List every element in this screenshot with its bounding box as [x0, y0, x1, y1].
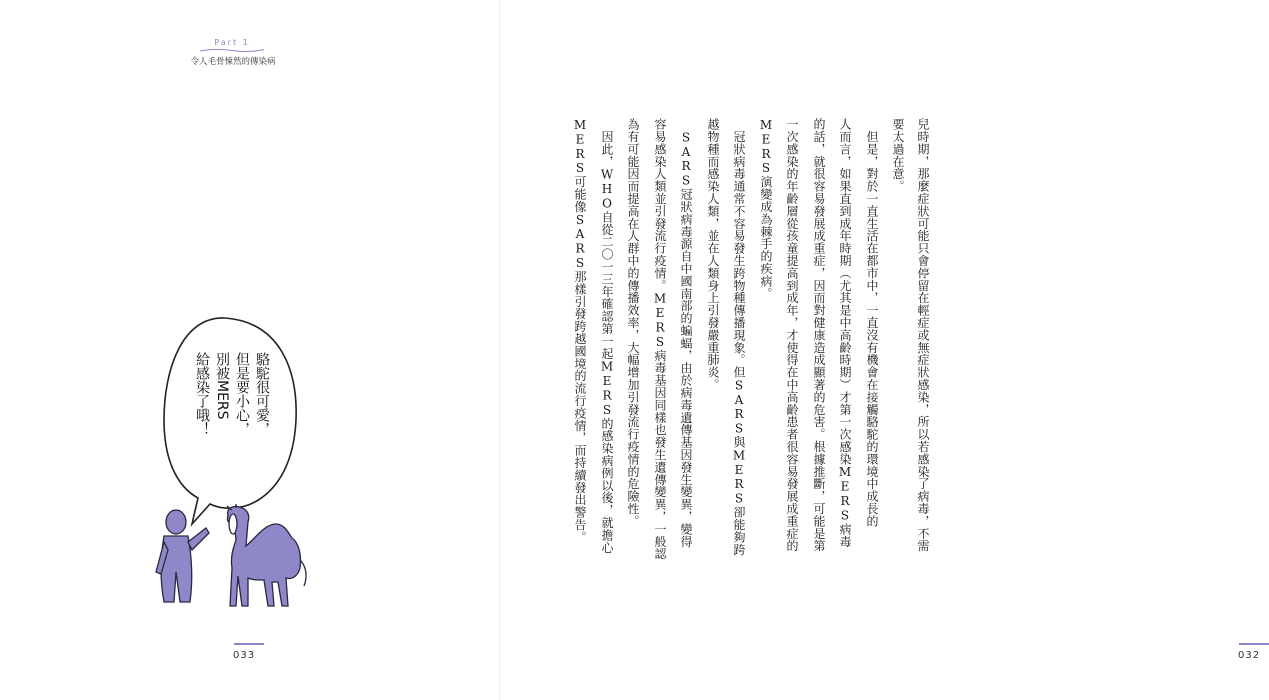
speech-line-4: 給感染了哦！ — [194, 352, 210, 436]
text-column-5: 的話，就很容易發展成重症，因而對健康造成顯著的危害。根據推斷，可能是第 — [812, 118, 826, 552]
text-column-11: 容易感染人類並引發流行疫情。MERS病毒基因同樣也發生遺傳變異，一般認 — [653, 118, 667, 560]
speech-line-1: 駱駝很可愛， — [254, 352, 270, 436]
text-column-1: 兒時期，那麼症狀可能只會停留在輕症或無症狀感染，所以若感染了病毒，不需 — [916, 118, 930, 552]
speech-line-3: 別被MERS — [214, 352, 230, 420]
speech-bubble — [164, 318, 296, 524]
left-page-number: 033 — [233, 650, 256, 661]
left-page — [0, 0, 500, 700]
right-page-number: 032 — [1238, 650, 1261, 661]
text-column-8: 冠狀病毒通常不容易發生跨物種傳播現象。但SARS與MERS卻能夠跨 — [732, 118, 746, 556]
text-column-9: 越物種而感染人類，並在人類身上引發嚴重肺炎。 — [706, 118, 720, 391]
speech-line-2: 但是要小心， — [234, 352, 250, 436]
text-column-2: 要太過在意。 — [891, 118, 905, 193]
left-folio-rule — [234, 643, 264, 645]
part-label: Part 1 — [214, 38, 250, 47]
text-column-13: 因此，WHO自從二〇一三年確認第一起MERS的感染病例以後，就擔心 — [600, 118, 614, 554]
vertical-body-text — [562, 118, 932, 598]
text-column-6: 一次感染的年齡層從孩童提高到成年，才使得在中高齡患者很容易發展成重症的 — [785, 118, 799, 552]
chapter-title: 令人毛骨悚然的傳染病 — [190, 57, 276, 67]
camel-illustration — [130, 310, 310, 610]
person-figure — [156, 510, 209, 602]
camel-figure — [227, 504, 306, 606]
text-column-4: 人而言，如果直到成年時期（尤其是中高齡時期）才第一次感染MERS病毒 — [838, 118, 852, 548]
text-column-10: SARS冠狀病毒源自中國南部的蝙蝠，由於病毒遺傳基因發生變異，變得 — [679, 118, 693, 548]
right-folio-rule — [1239, 643, 1269, 645]
text-column-14: MERS可能像SARS那樣引發跨越國境的流行疫情，而持續發出警告。 — [573, 118, 587, 544]
text-column-12: 為有可能因而提高在人群中的傳播效率，大幅增加引發流行疫情的危險性。 — [626, 118, 640, 528]
text-column-3: 但是，對於一直生活在都市中，一直沒有機會在接觸駱駝的環境中成長的 — [865, 118, 879, 528]
part-wave-ornament — [200, 47, 264, 53]
text-column-7: MERS演變成為棘手的疾病。 — [759, 118, 773, 300]
